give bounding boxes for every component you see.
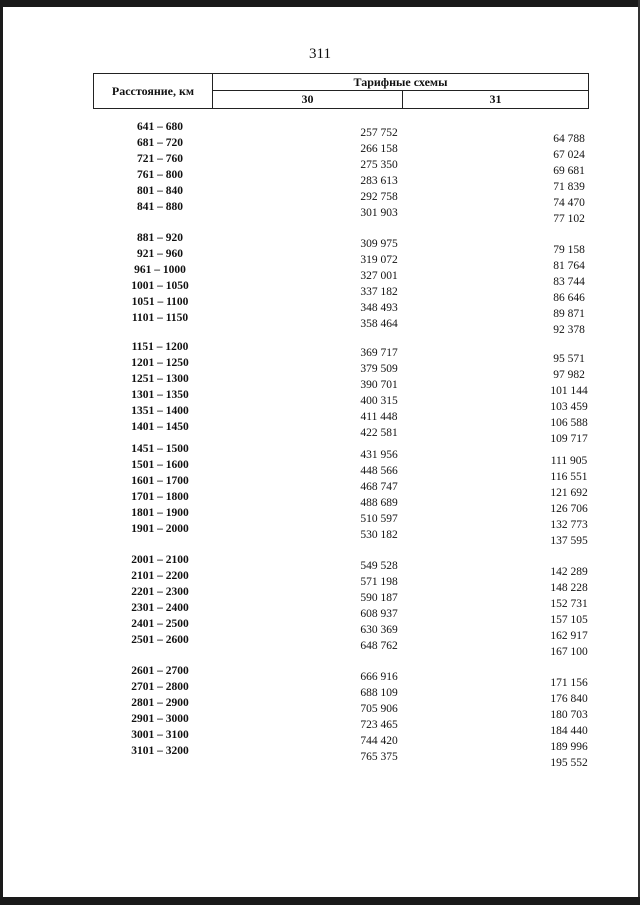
tariff-30-cell: 705 906 (360, 702, 398, 715)
tariff-31-cell: 79 158 (553, 244, 585, 256)
distance-cell: 2101 – 2200 (131, 569, 189, 582)
scan-edge-bottom (0, 897, 640, 905)
distance-cell: 801 – 840 (137, 184, 183, 197)
tariff-31-cell: 77 102 (553, 212, 585, 225)
distance-cell: 2401 – 2500 (131, 617, 189, 630)
distance-cell: 1201 – 1250 (131, 356, 189, 369)
tariff-30-cell: 590 187 (360, 591, 398, 604)
distance-cell: 1601 – 1700 (131, 474, 189, 487)
tariff-30-cell: 765 375 (360, 750, 398, 763)
tariff-30-cell: 549 528 (360, 560, 398, 572)
tariff-31-cell: 176 840 (550, 692, 588, 705)
tariff-31-cell: 101 144 (550, 384, 588, 397)
distance-cell: 841 – 880 (137, 200, 183, 213)
tariff-31-cell: 97 982 (553, 368, 585, 381)
tariff-30-cell: 390 701 (360, 378, 398, 391)
tariff-30-cell: 319 072 (360, 253, 398, 266)
distance-cell: 1701 – 1800 (131, 490, 189, 503)
tariff-30-cell: 348 493 (360, 301, 398, 314)
tariff-31-cell: 67 024 (553, 148, 585, 161)
tariff-31-cell: 184 440 (550, 724, 588, 737)
tariff-31-cell: 148 228 (550, 581, 588, 594)
header-col-31: 31 (489, 92, 502, 106)
tariff-31-cell: 86 646 (553, 291, 585, 304)
tariff-31-cell: 121 692 (550, 486, 588, 499)
distance-cell: 961 – 1000 (134, 263, 186, 276)
tariff-30-cell: 688 109 (360, 686, 398, 699)
tariff-31-cell: 132 773 (550, 518, 588, 531)
scan-edge-left (0, 0, 3, 905)
tariff-31-cell: 142 289 (550, 566, 588, 578)
tariff-30-cell: 283 613 (360, 174, 398, 187)
tariff-30-cell: 530 182 (360, 528, 398, 541)
distance-cell: 1301 – 1350 (131, 388, 189, 401)
distance-cell: 1801 – 1900 (131, 506, 189, 519)
tariff-31-cell: 95 571 (553, 353, 585, 365)
distance-cell: 881 – 920 (137, 232, 183, 244)
page-number: 311 (309, 46, 331, 62)
tariff-31-cell: 171 156 (550, 677, 588, 689)
distance-cell: 1351 – 1400 (131, 404, 189, 417)
distance-cell: 2201 – 2300 (131, 585, 189, 598)
tariff-30-cell: 292 758 (360, 190, 398, 203)
tariff-30-cell: 301 903 (360, 206, 398, 219)
distance-cell: 3001 – 3100 (131, 728, 189, 741)
tariff-30-cell: 431 956 (360, 449, 398, 461)
tariff-30-cell: 257 752 (360, 127, 398, 139)
tariff-31-cell: 126 706 (550, 502, 588, 515)
distance-cell: 1151 – 1200 (131, 341, 189, 353)
header-distance: Расстояние, км (94, 74, 213, 108)
distance-cell: 3101 – 3200 (131, 744, 189, 757)
distance-cell: 761 – 800 (137, 168, 183, 181)
tariff-31-cell: 152 731 (550, 597, 588, 610)
tariff-30-cell: 337 182 (360, 285, 398, 298)
header-col-30: 30 (213, 91, 403, 108)
tariff-30-cell: 358 464 (360, 317, 398, 330)
tariff-31-cell: 103 459 (550, 400, 588, 413)
tariff-31-cell: 180 703 (550, 708, 588, 721)
distance-cell: 1451 – 1500 (131, 443, 189, 455)
tariff-31-cell: 111 905 (550, 455, 588, 467)
tariff-30-cell: 608 937 (360, 607, 398, 620)
tariff-31-cell: 83 744 (553, 275, 585, 288)
tariff-31-cell: 116 551 (550, 470, 588, 483)
distance-cell: 1251 – 1300 (131, 372, 189, 385)
tariff-30-cell: 666 916 (360, 671, 398, 683)
tariff-31-cell: 195 552 (550, 756, 588, 769)
tariff-30-cell: 411 448 (360, 410, 398, 423)
distance-cell: 2501 – 2600 (131, 633, 189, 646)
distance-cell: 2801 – 2900 (131, 696, 189, 709)
distance-cell: 1001 – 1050 (131, 279, 189, 292)
tariff-31-cell: 109 717 (550, 432, 588, 445)
tariff-30-cell: 744 420 (360, 734, 398, 747)
scan-edge-top (0, 0, 640, 7)
distance-cell: 2701 – 2800 (131, 680, 189, 693)
tariff-30-cell: 510 597 (360, 512, 398, 525)
tariff-30-cell: 369 717 (360, 347, 398, 359)
distance-cell: 1901 – 2000 (131, 522, 189, 535)
distance-cell: 2301 – 2400 (131, 601, 189, 614)
tariff-31-cell: 106 588 (550, 416, 588, 429)
distance-cell: 1051 – 1100 (131, 295, 189, 308)
distance-cell: 641 – 680 (137, 121, 183, 133)
tariff-31-cell: 162 917 (550, 629, 588, 642)
tariff-31-cell: 81 764 (553, 259, 585, 272)
tariff-31-cell: 74 470 (553, 196, 585, 209)
tariff-30-cell: 422 581 (360, 426, 398, 439)
header-tariff-schemes: Тарифные схемы (213, 74, 588, 91)
distance-cell: 1101 – 1150 (131, 311, 189, 324)
tariff-31-cell: 189 996 (550, 740, 588, 753)
tariff-31-cell: 69 681 (553, 164, 585, 177)
tariff-31-cell: 92 378 (553, 323, 585, 336)
tariff-30-cell: 400 315 (360, 394, 398, 407)
distance-cell: 2601 – 2700 (131, 665, 189, 677)
tariff-31-cell: 64 788 (553, 133, 585, 145)
tariff-30-cell: 266 158 (360, 142, 398, 155)
tariff-30-cell: 275 350 (360, 158, 398, 171)
distance-cell: 2001 – 2100 (131, 554, 189, 566)
tariff-30-cell: 723 465 (360, 718, 398, 731)
tariff-30-cell: 448 566 (360, 464, 398, 477)
tariff-31-cell: 89 871 (553, 307, 585, 320)
tariff-30-cell: 309 975 (360, 238, 398, 250)
tariff-30-cell: 630 369 (360, 623, 398, 636)
tariff-30-cell: 379 509 (360, 362, 398, 375)
tariff-31-cell: 167 100 (550, 645, 588, 658)
tariff-30-cell: 468 747 (360, 480, 398, 493)
distance-cell: 1501 – 1600 (131, 458, 189, 471)
tariff-31-cell: 137 595 (550, 534, 588, 547)
tariff-31-cell: 71 839 (553, 180, 585, 193)
distance-cell: 1401 – 1450 (131, 420, 189, 433)
tariff-30-cell: 488 689 (360, 496, 398, 509)
distance-cell: 2901 – 3000 (131, 712, 189, 725)
tariff-30-cell: 648 762 (360, 639, 398, 652)
tariff-30-cell: 327 001 (360, 269, 398, 282)
distance-cell: 721 – 760 (137, 152, 183, 165)
distance-cell: 921 – 960 (137, 247, 183, 260)
tariff-30-cell: 571 198 (360, 575, 398, 588)
distance-cell: 681 – 720 (137, 136, 183, 149)
tariff-31-cell: 157 105 (550, 613, 588, 626)
table-header (93, 73, 589, 109)
